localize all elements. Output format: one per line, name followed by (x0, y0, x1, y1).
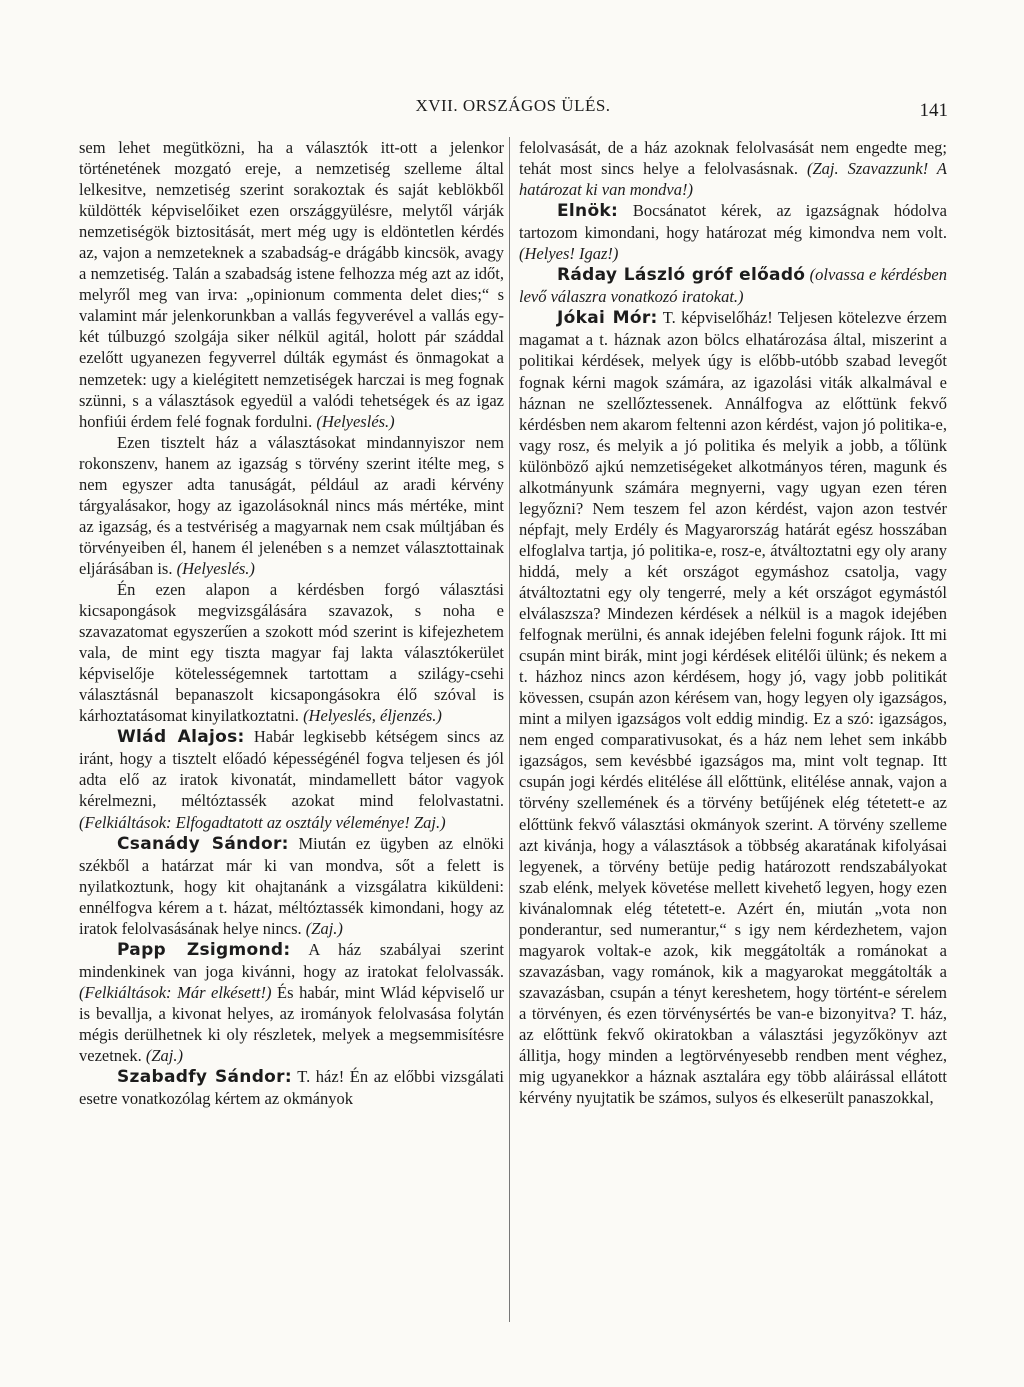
speech-text: Habár legkisebb kétségem sincs az iránt, hogy a tisztelt előadó képességénél fogva teljesen és jól adta elő az iratok kivonatát, mindamellett bátor vagyok kérelmezni, méltóztassék azokat mind felolvastatni. (79, 727, 504, 811)
paragraph (79, 137, 504, 432)
speech-text: A ház szabályai szerint mindenkinek van joga kivánni, hogy az iratokat felolvassák. (79, 939, 504, 981)
remark: (Helyeslés, éljenzés.) (303, 706, 442, 726)
remark: (Zaj.) (145, 1046, 184, 1066)
speech-text: Miután ez ügyben az elnöki székből a határzat már ki van mondva, sőt a felett is nyilatkoztunk, hogy kit ohajtanánk a vizsgálatra kiküldeni: ennélfogva kérem a t. házat, méltóztassék kimondani, hogy az iratok felolvasásának helye nincs. (79, 833, 504, 938)
paragraph-text: Ezen tisztelt ház a választásokat mindannyiszor nem rokonszenv, hanem az igazság s törvény szerint itélte meg, s nem egyszer adta tanuságát, például az aradi kérvény tárgyalásakor, hogy az igazolásoknál nincs más mértéke, mint az igazság, és a testvériség a magyarnak nem csak múltjában és törvényeiben él, hanem él jelenében s a nemzet választottainak eljárásában is. (79, 432, 504, 578)
speech-text: Bocsánatot kérek, az igazságnak hódolva tartozom kimondani, hogy határozat még kimondva nem volt. (519, 201, 947, 243)
speaker-name: Szabadfy Sándor: (117, 1067, 292, 1088)
paragraph-text: Én ezen alapon a kérdésben forgó választási kicsapongások megvizsgálására szavazok, s noha e szavazatomat egyszerűen a szokott mód szerint is kifejezhetem vala, de mint egy tiszta magyar faj lakta választókerület képviselője kötelességemnek tartottam a szilágy-csehi választásnál bepanaszolt kicsapongásokra élő szóval is kárhoztatásomat kinyilatkoztatni. (79, 579, 504, 726)
speech (519, 307, 947, 1108)
speaker-name: Elnök: (557, 201, 619, 222)
right-column (519, 137, 947, 1108)
speech (79, 726, 504, 832)
speech (519, 264, 947, 307)
speech-text: És habár, mint Wlád képviselő ur is bevallja, a kivonat helyes, az irományok felolvasása folytán mégis derülhetnek ki oly részletek, melyek a megsemmisítésre vezetnek. (79, 982, 505, 1066)
remark: (olvassa e kérdésben levő válaszra vonatkozó iratokat.) (519, 265, 947, 307)
remark: (Zaj.) (305, 918, 343, 938)
remark: (Helyes! Igaz!) (519, 244, 619, 264)
left-column (79, 137, 504, 1109)
paragraph-text: felolvasását, de a ház azoknak felolvasását nem engedte meg; tehát most sincs helye a felolvasásnak. (519, 138, 947, 179)
remark: (Felkiáltások: Elfogadtatott az osztály véleménye! Zaj.) (79, 812, 446, 832)
speaker-name: Wlád Alajos: (117, 727, 245, 748)
remark: (Helyeslés.) (176, 558, 255, 578)
paragraph (79, 432, 504, 579)
remark: (Felkiáltások: Már elkésett!) (79, 982, 272, 1002)
speaker-name: Papp Zsigmond: (117, 939, 291, 960)
speech-text: T. ház! Én az előbbi vizsgálati esetre vonatkozólag kértem az okmányok (79, 1067, 504, 1109)
speech-text: T. képviselőház! Teljesen kötelezve érzem magamat a t. háznak azon bölcs elhatározása által, miszerint a politikai kérdések, melyek úgy is előbb-utóbb szabad levegőt fognak kérni magok számára, az igazolási viták alkalmával e háznan ne szellőztessenek. Annálfogva az előttünk fekvő kérdésben nem akarom feltenni azon kérdést, vajon jó politika-e, vagy rosz, és melyik a jó politika és melyik a jobb, a tőlünk különböző ajkú nemzetiségeket alkotmányos téren, magunk és alkotmányunk számára megnyerni, vagy ugyan ezen téren legyőzni? Nem teszem fel azon kérdést, vajon azon testvér népfajt, mely Erdély és Magyarország határát egész hosszában elfoglalva tartja, jó politika-e, rosz-e, átváltoztatni egy oly arany hiddá, mely a két országot egymáshoz csatolja, vagy átváltoztatni egy oly tengerré, mely a két országot egymástól elválaszsza? Mindezen kérdések a nélkül is a magok idejében felfognak merülni, és annak idejében felelni fogunk rájok. Itt mi csupán mint birák, mint jogi kérdések elitélői ülünk; és nekem a t. házhoz nincs azon kérdésem, hogy jó, vagy jobb politikát kövessen, csupán azon kérésem van, hogy legyen oly igazságos, mint a milyen igazságos volt eddig mindig. Ez a szó: igazságos, nem enged comparativusokat, és a ház nem lehet sem inkább igazságos, sem kevésbbé igazságos ma, mint volt tegnap. Itt csupán jogi kérdés elitélése áll előttünk, elitélése annak, vajon a törvény szellemének és a törvény betűjének elég tétetett-e az előttünk fekvő választási okmányok szerint. A törvény szelleme azt kivánja, hogy a választások a többség akaratának kifolyásai legyenek, a törvény betüje pedig határozott rendszabályokat szab elénk, melyek követése mellett kivehető legyen, hogy ezen kivánalomnak elég tétetett-e. Azért én, miután „vota non ponderantur, sed numerantur,“ s igy nem kérdezhetem, vajon magyarok voltak-e azok, kik meggátolták a románokat a szavazásban, vagy románok, kik a magyarokat meggátolták a szavazásban, csupán a tényt kereshetem, hogy történt-e sérelem a törvényen, és ezen törvénysértés be van-e bizonyitva? T. ház, az előttünk fekvő okiratokban a választási jegyzőkönyv azt állitja, hogy minden a legtörvényesebb rendben ment véghez, mig ugyanekkor a háznak asztalára egy több aláirással ellátott kérvény nyujtatik be számos, sulyos és elkeserült panaszokkal, (519, 308, 948, 1108)
column-divider (509, 137, 510, 1322)
paragraph (79, 579, 504, 726)
paragraph (519, 137, 947, 200)
speech (519, 200, 947, 264)
speaker-name: Jókai Mór: (557, 308, 658, 329)
running-title: XVII. ORSZÁGOS ÜLÉS. (415, 96, 611, 115)
remark: (Helyeslés.) (316, 411, 395, 431)
speaker-name: Csanády Sándor: (117, 833, 289, 854)
speech (79, 1066, 504, 1109)
speech (79, 939, 504, 1066)
speaker-name: Ráday László gróf előadó (557, 265, 806, 286)
paragraph-text: sem lehet megütközni, ha a választók itt-ott a jelenkor történetének mozgató ereje, a nemzetiség szelleme által lelkesitve, nemzetiség szerint sorakoztak és saját keblökből küldötték képviselőiket ezen országgyülésre, melytől várják nemzetiségök biztositását, mert még ugy is eldöntetlen kérdés az, vajon a nemzeteknek a szabadság-e drágább kincsök, avagy a nemzetiség. Talán a szabadság istene felhozza még azt az időt, melyről meg van irva: „opinionum commenta delet dies;“ s valamint már jelenkorunkban a vallás fegyverével a vallás egy-két túlbuzgó szolgája siker nélkül agitál, holott pár száddal ezelőtt ugyanezen fegyverrel dúlták egymást és önmagokat a nemzetek: ugy a kielégitett nemzetiségek harczai is meg fognak szünni, s a választások egyedül a valódi tehetségek és az igaz honfiúi érdem felé fognak fordulni. (79, 138, 504, 431)
page-number: 141 (919, 100, 948, 121)
speech (79, 833, 504, 939)
remark: (Zaj. Szavazzunk! A határozat ki van mondva!) (519, 159, 947, 200)
page-header (78, 96, 948, 126)
